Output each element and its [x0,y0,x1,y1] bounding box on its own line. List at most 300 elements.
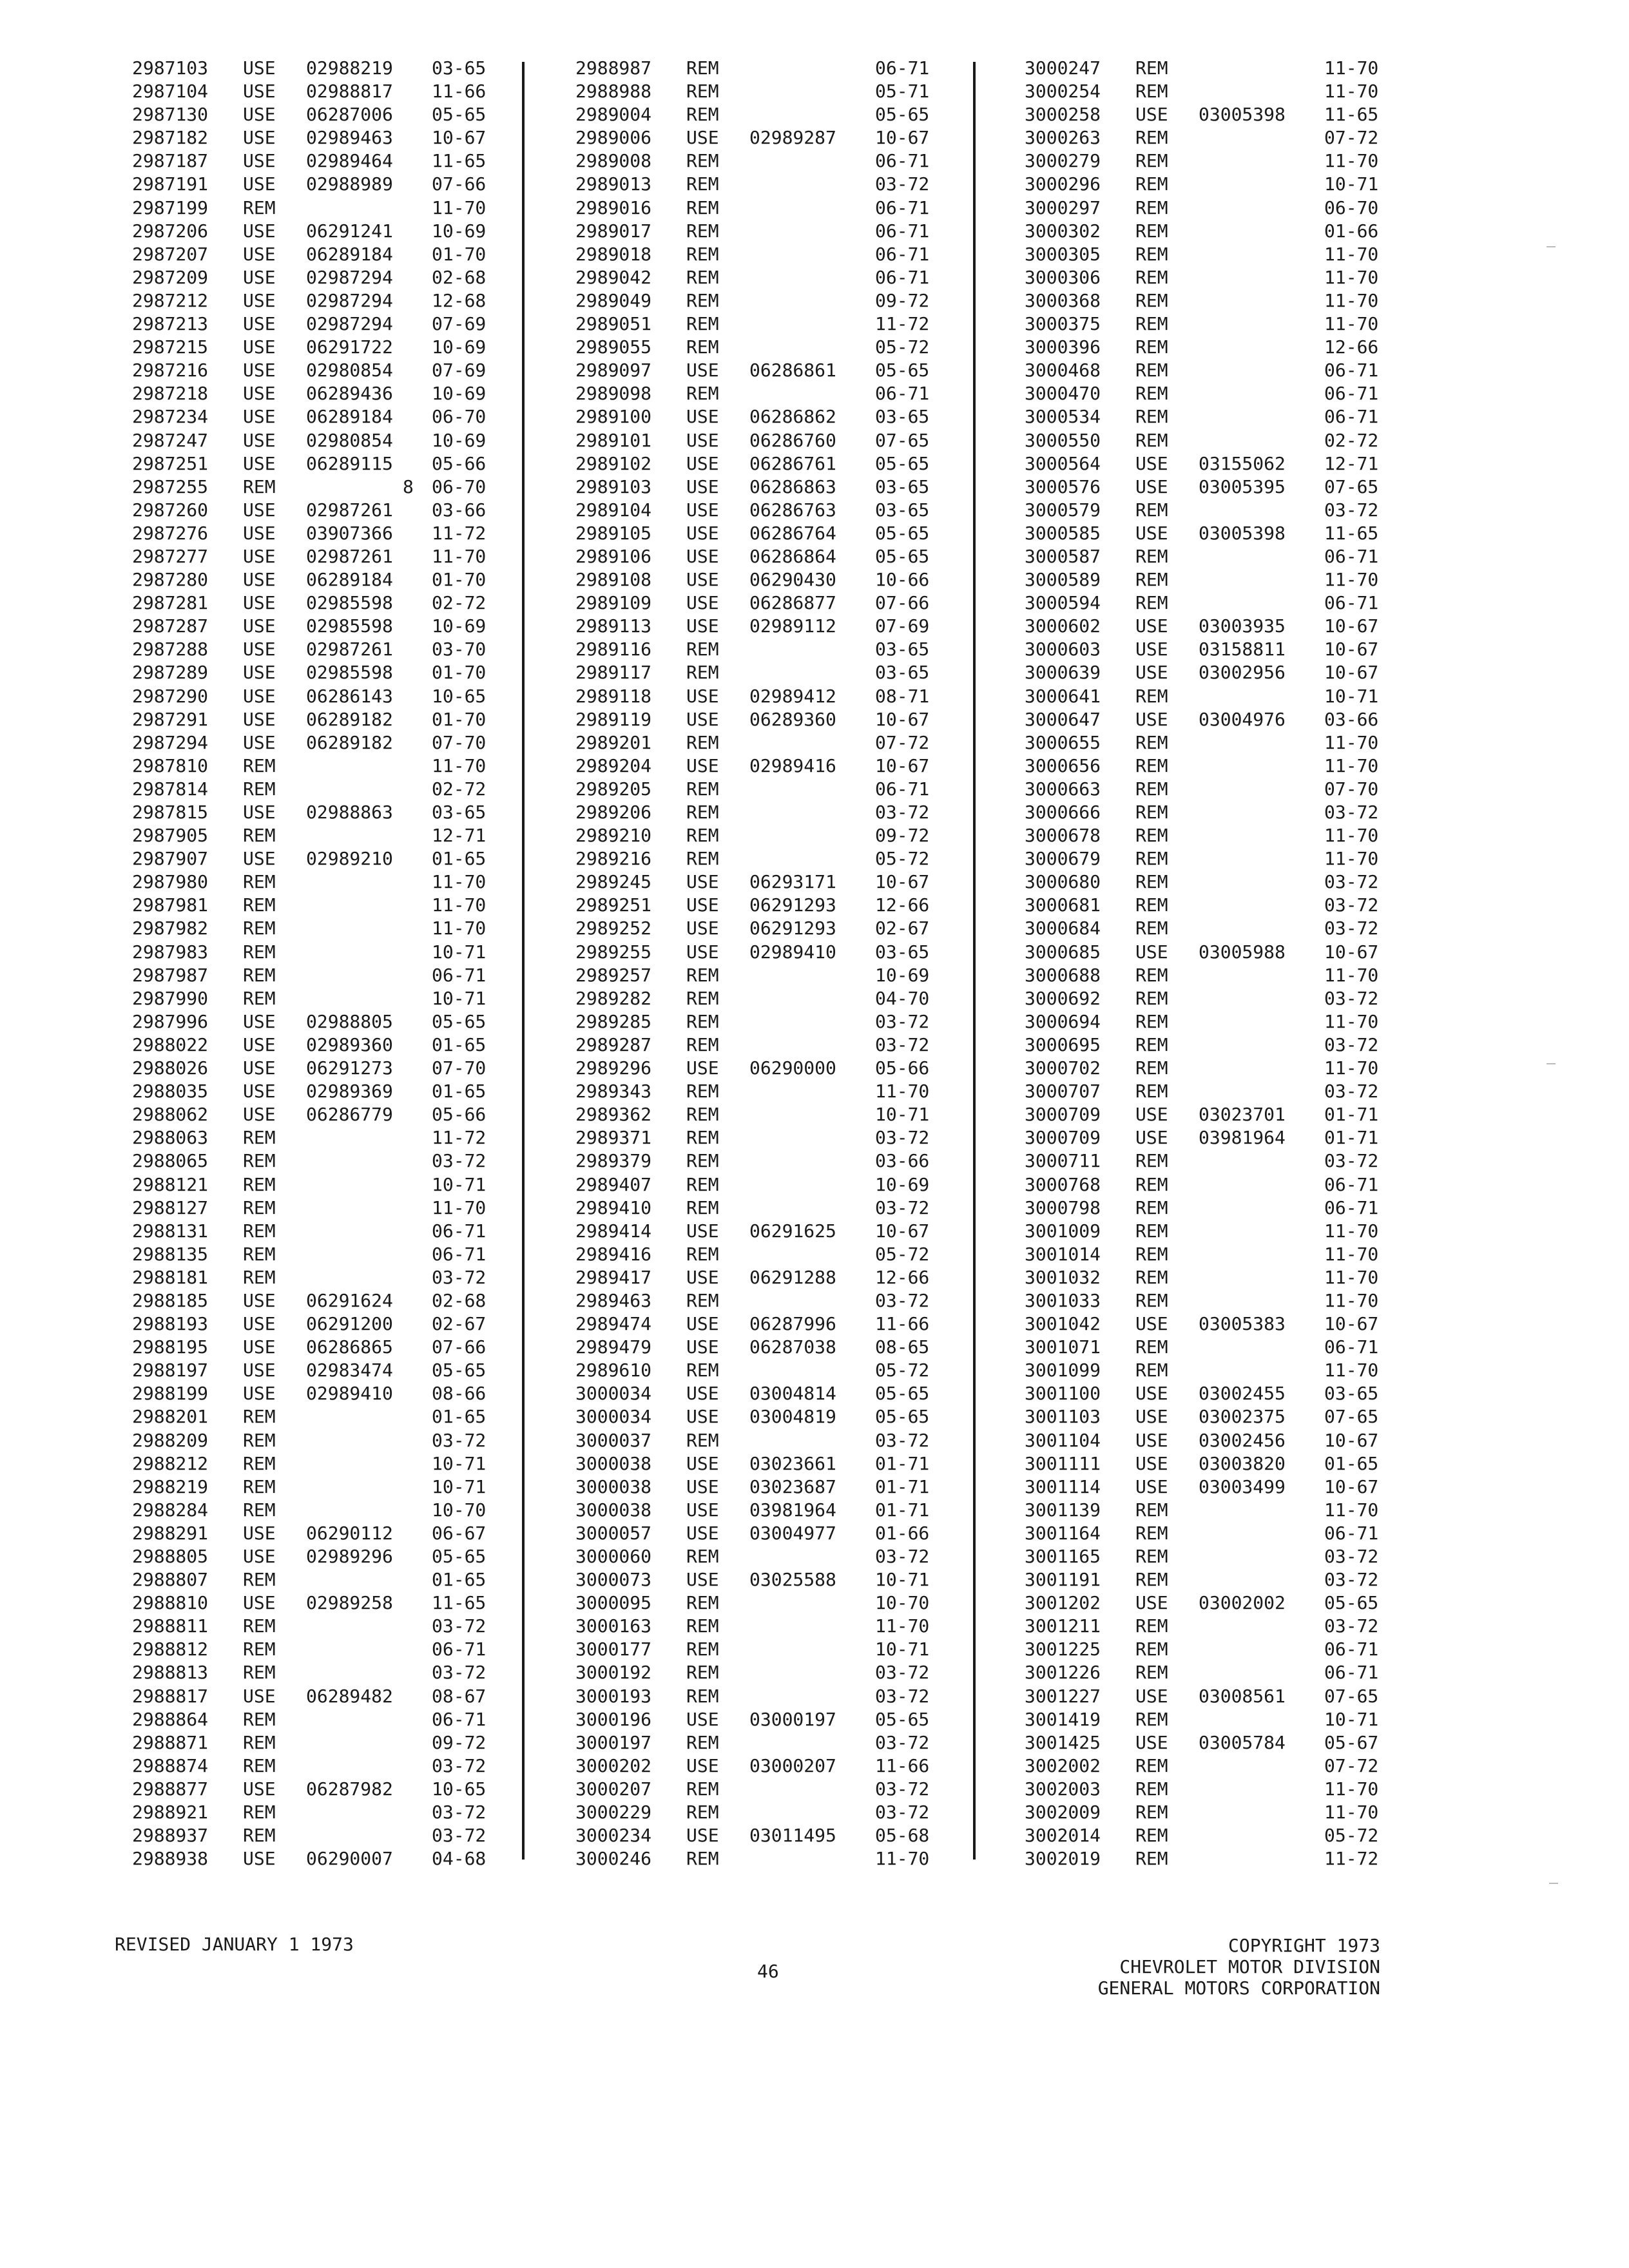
effective-date: 05-65 [432,1546,487,1567]
effective-date: 11-66 [875,1313,930,1335]
action-code: REM [243,1150,276,1172]
replacement-part-number: 03002956 [1199,662,1286,684]
action-code: REM [686,57,719,79]
part-number: 2988185 [132,1289,209,1311]
part-number: 2989245 [575,871,652,893]
part-number: 3000564 [1025,452,1101,474]
action-code: USE [686,406,719,428]
action-code: USE [243,452,276,474]
action-code: REM [1135,220,1168,242]
part-number: 2987987 [132,964,209,986]
action-code: USE [1135,708,1168,730]
column-divider-1 [522,62,525,1860]
replacement-part-number: 02989412 [749,685,836,707]
replacement-part-number: 02987294 [306,266,393,288]
part-number: 2988812 [132,1639,209,1660]
replacement-part-number: 06289482 [306,1685,393,1707]
replacement-part-number: 02988989 [306,173,393,195]
effective-date: 10-71 [875,1104,930,1126]
action-code: REM [1135,1057,1168,1079]
action-code: USE [243,313,276,335]
action-code: REM [243,778,276,800]
effective-date: 03-72 [875,1546,930,1567]
effective-date: 11-72 [875,313,930,335]
part-number: 3000247 [1025,57,1101,79]
action-code: REM [1135,1196,1168,1218]
action-code: REM [1135,1522,1168,1544]
part-number: 2989055 [575,336,652,358]
part-number: 2987907 [132,848,209,870]
action-code: REM [1135,685,1168,707]
action-code: REM [1135,802,1168,823]
replacement-part-number: 02988219 [306,57,393,79]
part-number: 3000585 [1025,522,1101,544]
action-code: REM [1135,1033,1168,1055]
effective-date: 03-72 [875,1010,930,1032]
part-number: 3000711 [1025,1150,1101,1172]
effective-date: 06-70 [432,406,487,428]
effective-date: 03-72 [1324,499,1379,521]
effective-date: 11-70 [1324,57,1379,79]
part-number: 2989379 [575,1150,652,1172]
effective-date: 11-70 [1324,289,1379,311]
part-number: 2989101 [575,429,652,451]
effective-date: 03-65 [875,499,930,521]
action-code: USE [1135,662,1168,684]
action-code: REM [1135,1848,1168,1870]
action-code: REM [686,1731,719,1753]
effective-date: 06-70 [432,476,487,497]
effective-date: 12-68 [432,289,487,311]
action-code: REM [686,104,719,126]
effective-date: 11-65 [1324,104,1379,126]
effective-date: 07-69 [432,313,487,335]
replacement-part-number: 06290000 [749,1057,836,1079]
action-code: REM [1135,499,1168,521]
copyright-line: COPYRIGHT 1973 [1228,1935,1380,1956]
effective-date: 11-70 [432,894,487,916]
replacement-part-number: 06286877 [749,592,836,614]
action-code: REM [686,266,719,288]
replacement-part-number: 02987261 [306,545,393,567]
replacement-part-number: 06286763 [749,499,836,521]
replacement-part-number: 03002456 [1199,1429,1286,1451]
action-code: REM [243,964,276,986]
action-code: REM [243,1173,276,1195]
part-number: 3001114 [1025,1475,1101,1497]
effective-date: 10-67 [875,871,930,893]
part-number: 2987260 [132,499,209,521]
part-number: 2989610 [575,1360,652,1381]
replacement-part-number: 02987294 [306,313,393,335]
effective-date: 02-68 [432,266,487,288]
replacement-part-number: 02989258 [306,1592,393,1614]
action-code: USE [243,1546,276,1567]
effective-date: 03-65 [875,941,930,963]
effective-date: 10-67 [875,708,930,730]
action-code: USE [243,81,276,102]
action-code: REM [1135,1360,1168,1381]
effective-date: 07-66 [875,592,930,614]
part-number: 3000709 [1025,1104,1101,1126]
action-code: REM [1135,197,1168,218]
replacement-part-number: 06287996 [749,1313,836,1335]
effective-date: 03-72 [432,1266,487,1288]
action-code: REM [686,197,719,218]
replacement-part-number: 03011495 [749,1825,836,1847]
effective-date: 11-70 [1324,1499,1379,1521]
action-code: REM [686,1685,719,1707]
replacement-part-number: 06290112 [306,1522,393,1544]
action-code: USE [243,1383,276,1405]
replacement-part-number: 03023687 [749,1475,836,1497]
part-number: 3000768 [1025,1173,1101,1195]
effective-date: 12-71 [432,825,487,847]
action-code: REM [1135,429,1168,451]
part-number: 3000550 [1025,429,1101,451]
part-number: 3000603 [1025,639,1101,660]
part-number: 3000279 [1025,150,1101,172]
action-code: USE [686,871,719,893]
part-number: 2987191 [132,173,209,195]
action-code: REM [1135,266,1168,288]
replacement-part-number: 02989416 [749,754,836,776]
effective-date: 11-70 [1324,1266,1379,1288]
action-code: USE [686,685,719,707]
part-number: 2987289 [132,662,209,684]
replacement-part-number: 06289184 [306,243,393,265]
action-code: REM [1135,1639,1168,1660]
action-code: REM [686,81,719,102]
part-number: 2988864 [132,1708,209,1730]
part-number: 3002019 [1025,1848,1101,1870]
action-code: REM [243,1452,276,1474]
action-code: USE [686,1708,719,1730]
action-code: REM [1135,57,1168,79]
action-code: USE [686,1522,719,1544]
action-code: REM [1135,1499,1168,1521]
part-number: 3001014 [1025,1243,1101,1265]
part-number: 3000702 [1025,1057,1101,1079]
replacement-part-number: 06287006 [306,104,393,126]
part-number: 2989004 [575,104,652,126]
action-code: REM [1135,1266,1168,1288]
replacement-part-number: 02987294 [306,289,393,311]
action-code: REM [243,1266,276,1288]
effective-date: 01-65 [432,1569,487,1591]
effective-date: 07-66 [432,173,487,195]
effective-date: 09-72 [875,289,930,311]
action-code: REM [1135,1778,1168,1800]
action-code: REM [1135,1081,1168,1102]
effective-date: 01-65 [432,1081,487,1102]
action-code: USE [243,1522,276,1544]
effective-date: 11-70 [1324,964,1379,986]
part-number: 2988817 [132,1685,209,1707]
part-number: 3000037 [575,1429,652,1451]
action-code: REM [1135,1825,1168,1847]
action-code: REM [243,871,276,893]
effective-date: 03-72 [1324,1150,1379,1172]
part-number: 2987291 [132,708,209,730]
effective-date: 05-65 [432,1360,487,1381]
part-number: 3000177 [575,1639,652,1660]
replacement-part-number: 03981964 [1199,1127,1286,1149]
part-number: 3000034 [575,1383,652,1405]
effective-date: 03-72 [875,1802,930,1823]
part-number: 3000302 [1025,220,1101,242]
action-code: USE [243,1592,276,1614]
effective-date: 05-65 [875,522,930,544]
action-code: REM [1135,1220,1168,1242]
replacement-part-number: 03004814 [749,1383,836,1405]
effective-date: 01-71 [875,1452,930,1474]
action-code: REM [243,1569,276,1591]
action-code: REM [1135,383,1168,405]
part-number: 2988135 [132,1243,209,1265]
part-number: 2988811 [132,1615,209,1637]
effective-date: 11-70 [1324,825,1379,847]
effective-date: 10-71 [432,941,487,963]
action-code: REM [243,1825,276,1847]
replacement-part-number: 02987261 [306,639,393,660]
part-number: 2988121 [132,1173,209,1195]
part-number: 2988131 [132,1220,209,1242]
action-code: REM [686,964,719,986]
replacement-part-number: 06286143 [306,685,393,707]
part-number: 3001211 [1025,1615,1101,1637]
action-code: REM [686,173,719,195]
part-number: 2989210 [575,825,652,847]
effective-date: 01-65 [432,1033,487,1055]
revised-date: REVISED JANUARY 1 1973 [115,1934,354,1955]
part-number: 2987104 [132,81,209,102]
part-number: 3000680 [1025,871,1101,893]
replacement-part-number: 03000197 [749,1708,836,1730]
effective-date: 06-71 [875,57,930,79]
part-number: 2988219 [132,1475,209,1497]
effective-date: 01-66 [1324,220,1379,242]
action-code: REM [686,1104,719,1126]
action-code: REM [686,383,719,405]
part-number: 2988212 [132,1452,209,1474]
action-code: REM [686,731,719,753]
action-code: REM [1135,173,1168,195]
effective-date: 01-65 [432,1406,487,1428]
effective-date: 05-65 [875,452,930,474]
action-code: REM [243,987,276,1009]
action-code: USE [1135,452,1168,474]
action-code: REM [1135,731,1168,753]
action-code: USE [686,1220,719,1242]
action-code: REM [686,1081,719,1102]
part-number: 2989117 [575,662,652,684]
effective-date: 06-71 [1324,1662,1379,1684]
part-number: 2989116 [575,639,652,660]
effective-date: 06-71 [875,778,930,800]
action-code: REM [1135,1010,1168,1032]
action-code: USE [686,1266,719,1288]
replacement-part-number: 06291273 [306,1057,393,1079]
effective-date: 10-67 [1324,1429,1379,1451]
effective-date: 05-72 [875,1360,930,1381]
effective-date: 10-67 [1324,941,1379,963]
action-code: REM [243,1639,276,1660]
effective-date: 07-72 [1324,1754,1379,1776]
effective-date: 08-66 [432,1383,487,1405]
action-code: USE [243,173,276,195]
effective-date: 10-65 [432,685,487,707]
effective-date: 11-66 [432,81,487,102]
part-number: 3000678 [1025,825,1101,847]
part-number: 2989008 [575,150,652,172]
part-number: 3000695 [1025,1033,1101,1055]
effective-date: 03-70 [432,639,487,660]
part-number: 2989204 [575,754,652,776]
effective-date: 10-66 [875,569,930,591]
effective-date: 01-71 [1324,1127,1379,1149]
part-number: 2989042 [575,266,652,288]
effective-date: 11-70 [1324,754,1379,776]
effective-date: 07-72 [875,731,930,753]
effective-date: 11-70 [1324,1243,1379,1265]
effective-date: 07-65 [1324,476,1379,497]
action-code: USE [686,1825,719,1847]
action-code: USE [243,522,276,544]
part-number: 3000684 [1025,918,1101,939]
action-code: USE [243,336,276,358]
effective-date: 07-72 [1324,127,1379,149]
part-number: 2989285 [575,1010,652,1032]
part-number: 2989407 [575,1173,652,1195]
effective-date: 02-72 [432,778,487,800]
replacement-part-number: 06286779 [306,1104,393,1126]
replacement-part-number: 06286862 [749,406,836,428]
part-number: 3000534 [1025,406,1101,428]
action-code: USE [1135,1731,1168,1753]
part-number: 2988805 [132,1546,209,1567]
replacement-part-number: 03981964 [749,1499,836,1521]
replacement-part-number: 03002002 [1199,1592,1286,1614]
effective-date: 06-71 [1324,592,1379,614]
action-code: USE [243,406,276,428]
part-number: 2987234 [132,406,209,428]
part-number: 2987983 [132,941,209,963]
effective-date: 05-66 [432,452,487,474]
replacement-part-number: 02989287 [749,127,836,149]
part-number: 2989296 [575,1057,652,1079]
action-code: USE [686,708,719,730]
effective-date: 11-72 [1324,1848,1379,1870]
replacement-part-number: 06289360 [749,708,836,730]
action-code: USE [243,150,276,172]
effective-date: 03-72 [1324,1615,1379,1637]
part-number: 3002002 [1025,1754,1101,1776]
part-number: 2988810 [132,1592,209,1614]
action-code: USE [686,499,719,521]
action-code: REM [1135,754,1168,776]
replacement-part-number: 02989296 [306,1546,393,1567]
action-code: USE [243,127,276,149]
replacement-part-number: 06286861 [749,360,836,381]
part-number: 3000192 [575,1662,652,1684]
effective-date: 03-66 [1324,708,1379,730]
effective-date: 03-72 [432,1802,487,1823]
action-code: USE [686,545,719,567]
effective-date: 09-72 [875,825,930,847]
action-code: REM [686,220,719,242]
effective-date: 01-70 [432,243,487,265]
part-number: 2989119 [575,708,652,730]
replacement-part-number: 06291200 [306,1313,393,1335]
action-code: REM [243,941,276,963]
replacement-part-number: 06290007 [306,1848,393,1870]
part-number: 2988291 [132,1522,209,1544]
effective-date: 10-69 [875,1173,930,1195]
replacement-part-number: 06293171 [749,871,836,893]
part-number: 2987288 [132,639,209,660]
action-code: REM [243,1196,276,1218]
replacement-part-number: 02989463 [306,127,393,149]
part-number: 3000375 [1025,313,1101,335]
part-number: 2989414 [575,1220,652,1242]
part-number: 3000263 [1025,127,1101,149]
action-code: REM [686,1546,719,1567]
effective-date: 05-71 [875,81,930,102]
effective-date: 03-66 [432,499,487,521]
action-code: USE [686,1057,719,1079]
effective-date: 01-71 [1324,1104,1379,1126]
margin-mark [1547,246,1556,247]
action-code: REM [1135,848,1168,870]
action-code: REM [686,243,719,265]
action-code: USE [686,918,719,939]
action-code: REM [686,848,719,870]
part-number: 2988209 [132,1429,209,1451]
action-code: USE [1135,1406,1168,1428]
action-code: USE [243,708,276,730]
effective-date: 10-71 [1324,685,1379,707]
effective-date: 05-65 [432,1010,487,1032]
action-code: USE [243,1313,276,1335]
action-code: REM [686,987,719,1009]
effective-date: 05-72 [875,336,930,358]
effective-date: 11-70 [1324,313,1379,335]
replacement-part-number: 06289115 [306,452,393,474]
effective-date: 11-70 [432,1196,487,1218]
action-code: REM [1135,313,1168,335]
action-code: REM [1135,1615,1168,1637]
effective-date: 10-71 [432,987,487,1009]
effective-date: 07-69 [875,615,930,637]
part-number: 3002014 [1025,1825,1101,1847]
effective-date: 10-71 [875,1639,930,1660]
effective-date: 08-65 [875,1336,930,1358]
effective-date: 05-65 [432,104,487,126]
effective-date: 03-65 [432,802,487,823]
replacement-part-number: 03907366 [306,522,393,544]
action-code: REM [1135,1173,1168,1195]
effective-date: 03-72 [432,1150,487,1172]
replacement-part-number: 02989360 [306,1033,393,1055]
part-number: 2989108 [575,569,652,591]
effective-date: 01-71 [875,1475,930,1497]
action-code: REM [686,1592,719,1614]
action-code: USE [243,499,276,521]
action-code: REM [1135,150,1168,172]
replacement-part-number: 06286764 [749,522,836,544]
action-code: REM [243,1615,276,1637]
